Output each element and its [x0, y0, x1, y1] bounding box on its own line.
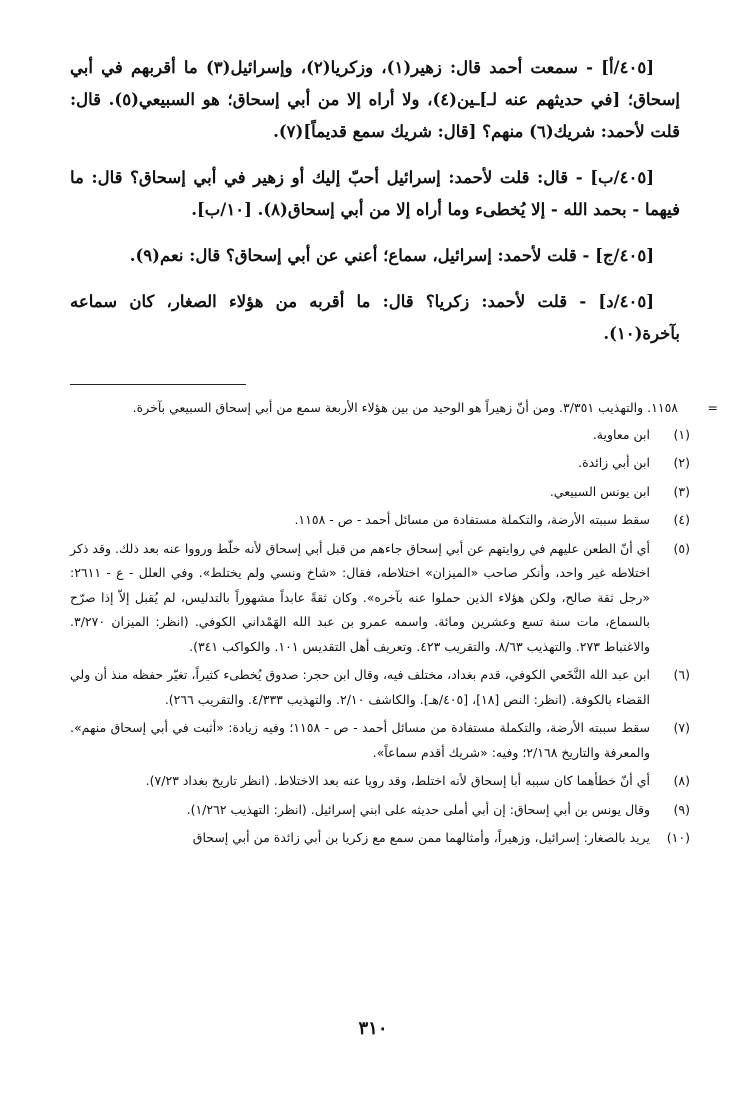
paragraph-405-b: [٤٠٥/ب] - قال: قلت لأحمد: إسرائيل أحبّ إليك أو زهير في أبي إسحاق؟ قال: ما فيهما - بحمد الله - إلا يُخطىء وما أراه إلا من أبي إسحاق(٨). [١٠/ب].: [70, 168, 680, 219]
footnote-text: سقط سببته الأرضة، والتكملة مستفادة من مسائل أحمد - ص - ١١٥٨.: [294, 512, 650, 527]
footnote-4: [70, 508, 696, 533]
continuation-mark: =: [707, 400, 718, 415]
footnote-6: [70, 663, 696, 712]
paragraph-405-d: [٤٠٥/د] - قلت لأحمد: زكريا؟ قال: ما أقربه من هؤلاء الصغار، كان سماعه بآخرة(١٠).: [70, 292, 680, 343]
page-number: ٣١٠: [358, 1018, 388, 1039]
footnote-number: (٣): [673, 483, 690, 499]
footnote-text: أي أنّ خطأهما كان سببه أبا إسحاق لأنه اختلط، وقد رويا عنه بعد الاختلاط. (انظر تاريخ بغداد ٧/٢٣).: [145, 773, 650, 788]
footnote-8: [70, 769, 696, 794]
footnote-text: سقط سببته الأرضة، والتكملة مستفادة من مسائل أحمد - ص - ١١٥٨؛ وفيه زيادة: «أثبت في أبي إسحاق منهم». والمعرفة والتاريخ ٢/١٦٨؛ وفيه: «شريك أقدم سماعاً».: [70, 720, 650, 760]
main-text: [70, 52, 680, 364]
footnote-number: (٧): [673, 720, 690, 735]
footnote-1: [70, 423, 696, 448]
footnote-text: وقال يونس بن أبي إسحاق: إن أبي أملى حديثه على ابني إسرائيل. (انظر: التهذيب ١/٢٦٢).: [186, 801, 650, 817]
paragraph-405-c: [٤٠٥/ج] - قلت لأحمد: إسرائيل، سماع؛ أعني عن أبي إسحاق؟ قال: نعم(٩).: [129, 246, 654, 265]
footnote-text: ابن أبي زائدة.: [578, 455, 650, 470]
footnote-2: [70, 451, 696, 476]
footnote-continuation-text: ١١٥٨. والتهذيب ٣/٣٥١. ومن أنّ زهيراً هو الوحيد من بين هؤلاء الأربعة سمع من أبي إسحاق السبيعي بآخرة.: [132, 400, 678, 415]
footnote-number: (٥): [673, 540, 690, 556]
footnotes: [70, 396, 718, 855]
footnote-text: أي أنّ الطعن عليهم في روايتهم عن أبي إسحاق جاءهم من قبل أبي إسحاق لأنه خلّط ورووا عنه بعد ذلك. وقد ذكر اختلاطه غير واحد، وأنكر صاحب «الميزان» اختلاطه، فقال: «شاخ ونسي ولم يختلط». وفي العلل - ع - ٢٦١١: «رجل ثقة صالح، ولكن هؤلاء الذين حملوا عنه بآخره». وكان ثقةً عابداً مشهوراً بالتدليس، لم يُقبل إلاّ إذا صرّح بالسماع، مات سنة تسع وعشرين ومائة. واسمه عمرو بن عبد الله الهَمْداني الكوفي. (انظر: الميزان ٣/٢٧٠. والاغتباط ٢٧٣. والتهذيب ٨/٦٣. والتقريب ٤٢٣. وتعريف أهل التقديس ١٠١. والكواكب ٣٤١).: [70, 540, 650, 654]
footnote-text: ابن معاوية.: [592, 426, 650, 442]
footnote-text: يريد بالصغار: إسرائيل، وزهيراً، وأمثالهما ممن سمع مع زكريا بن أبي زائدة من أبي إسحاق: [192, 830, 650, 845]
footnote-text: ابن عبد الله النَّخَعي الكوفي، قدم بغداد، مختلف فيه، وقال ابن حجر: صدوق يُخطىء كثيراً، تغيّر حفظه منذ أن ولي القضاء بالكوفة. (انظر: النص [١٨]، [٤٠٥/هـ]. والكاشف ٢/١٠. والتهذيب ٤/٣٣٣. والتقريب ٢٦٦).: [70, 667, 650, 707]
footnote-10: [70, 826, 696, 851]
paragraph-405-a: [٤٠٥/أ] - سمعت أحمد قال: زهير(١)، وزكريا(٢)، وإسرائيل(٣) ما أقربهم في أبي إسحاق؛ [في حديثهم عنه لـ]ـين(٤)، ولا أراه إلا من أبي إسحاق؛ هو السبيعي(٥). قال: قلت لأحمد: شريك(٦) منهم؟ [قال: شريك سمع قديماً](٧).: [70, 58, 680, 141]
footnote-9: [70, 798, 696, 823]
footnote-text: ابن يونس السبيعي.: [549, 483, 650, 499]
footnote-number: (٦): [673, 667, 690, 682]
footnote-number: (٤): [673, 512, 690, 527]
footnote-5: [70, 537, 696, 660]
footnote-continuation: [70, 396, 718, 421]
footnote-7: [70, 716, 696, 765]
footnote-number: (١٠): [666, 830, 690, 845]
footnote-separator: [70, 384, 246, 385]
footnote-number: (٨): [673, 773, 690, 788]
footnote-number: (١): [673, 426, 690, 442]
footnote-number: (٩): [673, 801, 690, 817]
footnote-3: [70, 480, 696, 505]
footnote-number: (٢): [673, 455, 690, 470]
